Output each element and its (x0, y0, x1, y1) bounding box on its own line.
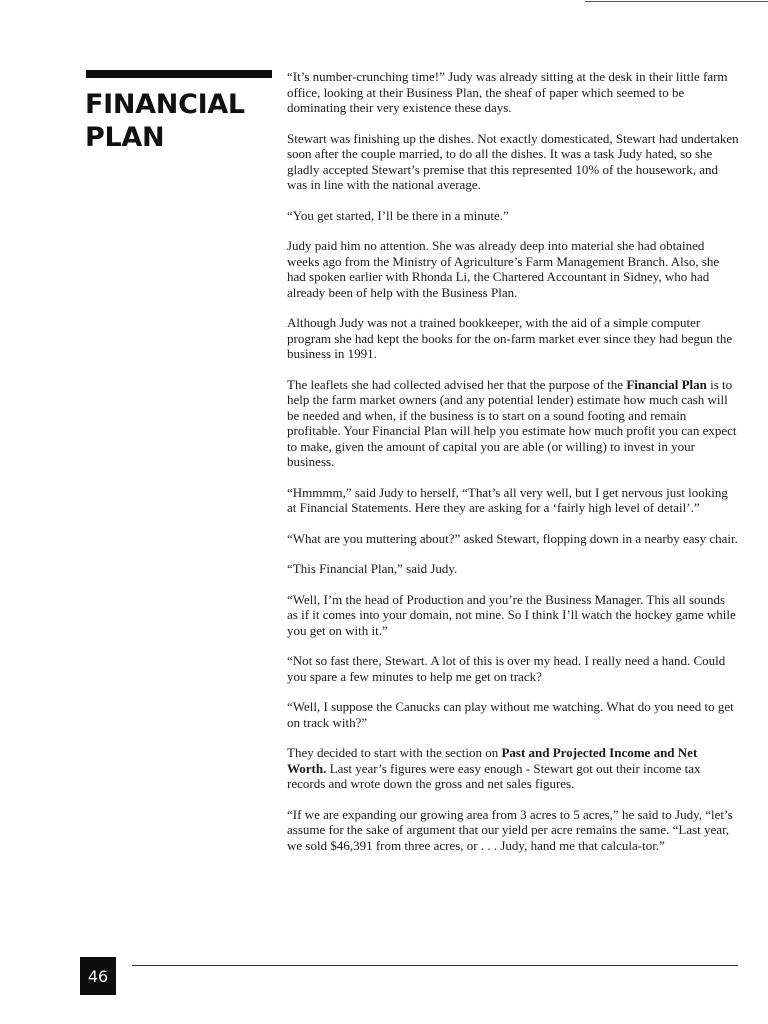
paragraph (287, 561, 739, 577)
text-run: is to help the farm market owners (and any potential lender) estimate how much cash will be needed and when, if the business is to start on a sound footing and remain profitable. Your Financial Plan will help you estimate how much profit you can expect to make, given the amount of capital you are able (or willing) to invest in your business. (287, 376, 737, 469)
section-title-line-1: FINANCIAL (85, 89, 245, 120)
text-run: “Well, I’m the head of Production and you’re the Business Manager. This all sounds as if it comes into your domain, not mine. So I think I’ll watch the hockey game while you get on with it.” (287, 591, 736, 638)
paragraph (287, 531, 739, 547)
paragraph (287, 807, 739, 854)
bold-term: Past and Projected Income and Net Worth. (287, 745, 698, 776)
top-rule (585, 1, 768, 2)
text-run: “This Financial Plan,” said Judy. (287, 561, 458, 576)
heading-bar (86, 70, 272, 78)
text-run: “What are you muttering about?” asked Stewart, flopping down in a nearby easy chair. (287, 530, 738, 546)
footer-rule (132, 965, 738, 966)
text-run: “It’s number-crunching time!” Judy was already sitting at the desk in their little farm office, looking at their Business Plan, the sheaf of paper which seemed to be dominating their very existence these days. (287, 69, 728, 115)
paragraph (287, 131, 739, 193)
paragraph (287, 485, 739, 516)
page-number-badge (80, 957, 116, 995)
paragraph (287, 653, 739, 684)
paragraph (287, 315, 739, 362)
text-run: “If we are expanding our growing area from 3 acres to 5 acres,” he said to Judy, “let’s assume for the sake of argument that our yield per acre remains the same. “Last year, we sold $46,391 from three acres, or . . . Judy, hand me that calcula-tor.” (287, 806, 733, 853)
paragraph (287, 377, 739, 470)
text-run: “You get started, I’ll be there in a minute.” (287, 207, 509, 223)
paragraph (287, 238, 739, 300)
section-title-line-2: PLAN (85, 122, 165, 153)
text-run: Stewart was finishing up the dishes. Not exactly domesticated, Stewart had undertaken soon after the couple married, to do all the dishes. It was a task Judy hated, so she gladly accepted Stewart’s premise that this represented 10% of the housework, and was in line with the national average. (287, 130, 739, 192)
text-run: “Not so fast there, Stewart. A lot of this is over my head. I really need a hand. Could you spare a few minutes to help me get on track? (287, 653, 726, 684)
paragraph (287, 592, 739, 639)
paragraph (287, 745, 739, 792)
text-run: “Well, I suppose the Canucks can play without me watching. What do you need to get on track with?” (287, 699, 734, 730)
bold-term: Financial Plan (626, 376, 707, 392)
text-run: They decided to start with the section on (287, 745, 502, 760)
body-text-column (287, 69, 739, 868)
text-run: Although Judy was not a trained bookkeeper, with the aid of a simple computer program she had kept the books for the on-farm market ever since they had begun the business in 1991. (287, 315, 733, 361)
paragraph (287, 208, 739, 224)
text-run: Judy paid him no attention. She was already deep into material she had obtained weeks ago from the Ministry of Agriculture’s Farm Management Branch. Also, she had spoken earlier with Rhonda Li, the Chartered Accountant in Sidney, who had already been of help with the Business Plan. (287, 238, 720, 300)
text-run: “Hmmmm,” said Judy to herself, “That’s all very well, but I get nervous just looking at Financial Statements. Here they are asking for a ‘fairly high level of detail’.” (287, 484, 728, 515)
text-run: Last year’s figures were easy enough - Stewart got out their income tax records and wrote down the gross and net sales figures. (287, 760, 701, 791)
paragraph (287, 69, 739, 116)
section-title (85, 88, 275, 154)
paragraph (287, 699, 739, 730)
text-run: The leaflets she had collected advised her that the purpose of the (287, 376, 627, 392)
page-number: 46 (87, 966, 109, 986)
